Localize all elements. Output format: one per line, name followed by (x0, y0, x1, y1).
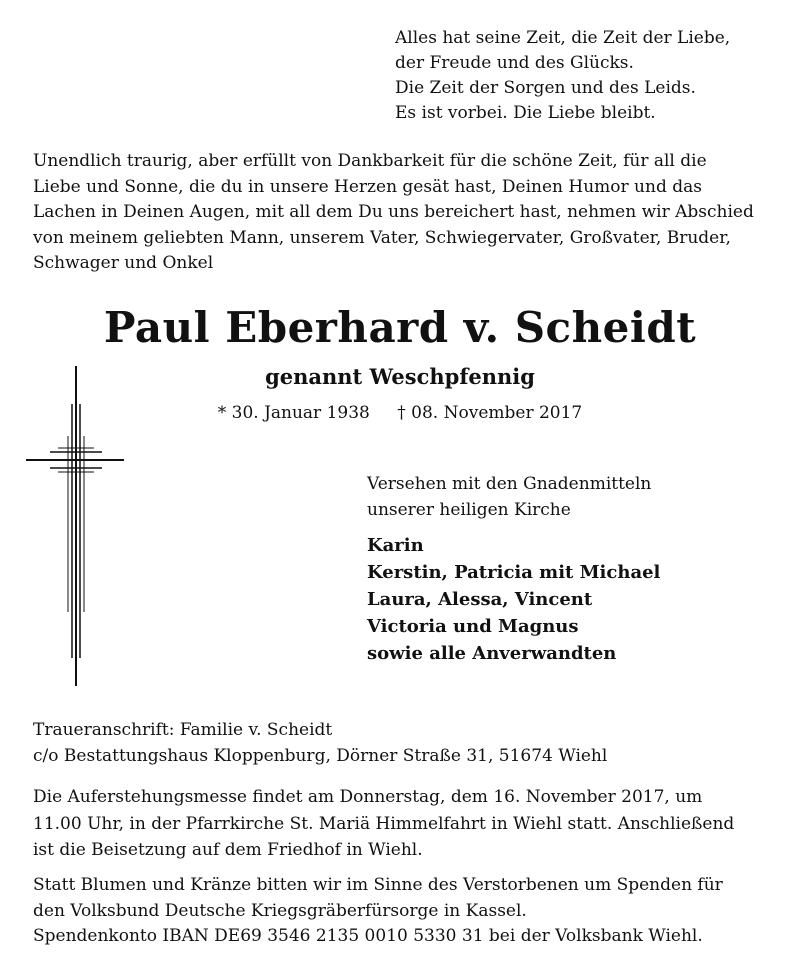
mourner-line: Laura, Alessa, Vincent (367, 589, 593, 610)
address-line: Traueranschrift: Familie v. Scheidt (33, 720, 333, 740)
sacrament-line: Versehen mit den Gnadenmitteln (367, 474, 652, 494)
cross-icon (20, 360, 130, 692)
donation-line: den Volksbund Deutsche Kriegsgräberfürsorge in Kassel. (33, 900, 527, 921)
poem (395, 26, 730, 126)
mourners-list (367, 532, 660, 667)
mourner-line: sowie alle Anverwandten (367, 643, 617, 664)
mass-line: 11.00 Uhr, in der Pfarrkirche St. Mariä Himmelfahrt in Wiehl statt. Anschließend (33, 813, 735, 834)
mourning-address (33, 718, 607, 769)
poem-line: Alles hat seine Zeit, die Zeit der Liebe, (395, 28, 731, 48)
mass-line: ist die Beisetzung auf dem Friedhof in Wiehl. (33, 840, 423, 860)
mourner-line: Victoria und Magnus (367, 616, 579, 637)
poem-line: Es ist vorbei. Die Liebe bleibt. (395, 103, 656, 123)
donation-line: Statt Blumen und Kränze bitten wir im Sinne des Verstorbenen um Spenden für (33, 875, 723, 895)
address-line: c/o Bestattungshaus Kloppenburg, Dörner Straße 31, 51674 Wiehl (33, 745, 608, 766)
deceased-name: Paul Eberhard v. Scheidt (103, 303, 697, 352)
intro-line: Lachen in Deinen Augen, mit all dem Du uns bereichert hast, nehmen wir Abschied (33, 202, 754, 222)
donation-line: Spendenkonto IBAN DE69 3546 2135 0010 5330 31 bei der Volksbank Wiehl. (33, 926, 703, 946)
donation-info (33, 873, 723, 950)
death-date: † 08. November 2017 (397, 403, 583, 423)
poem-line: der Freude und des Glücks. (395, 53, 634, 73)
intro-line: Liebe und Sonne, die du in unsere Herzen gesät hast, Deinen Humor und das (33, 176, 702, 197)
mourner-line: Karin (367, 535, 424, 556)
intro-text (33, 149, 773, 277)
birth-date: * 30. Januar 1938 (217, 403, 370, 423)
sacrament-line: unserer heiligen Kirche (367, 500, 571, 520)
poem-line: Die Zeit der Sorgen und des Leids. (395, 78, 696, 98)
sacrament-note (367, 471, 651, 523)
funeral-mass-info (33, 784, 734, 864)
intro-line: Schwager und Onkel (33, 253, 214, 273)
mass-line: Die Auferstehungsmesse findet am Donnerstag, dem 16. November 2017, um (33, 787, 703, 807)
deceased-alias: genannt Weschpfennig (265, 364, 535, 389)
mourner-line: Kerstin, Patricia mit Michael (367, 562, 661, 583)
intro-line: von meinem geliebten Mann, unserem Vater, Schwiegervater, Großvater, Bruder, (33, 227, 731, 248)
intro-line: Unendlich traurig, aber erfüllt von Dankbarkeit für die schöne Zeit, für all die (33, 151, 707, 171)
